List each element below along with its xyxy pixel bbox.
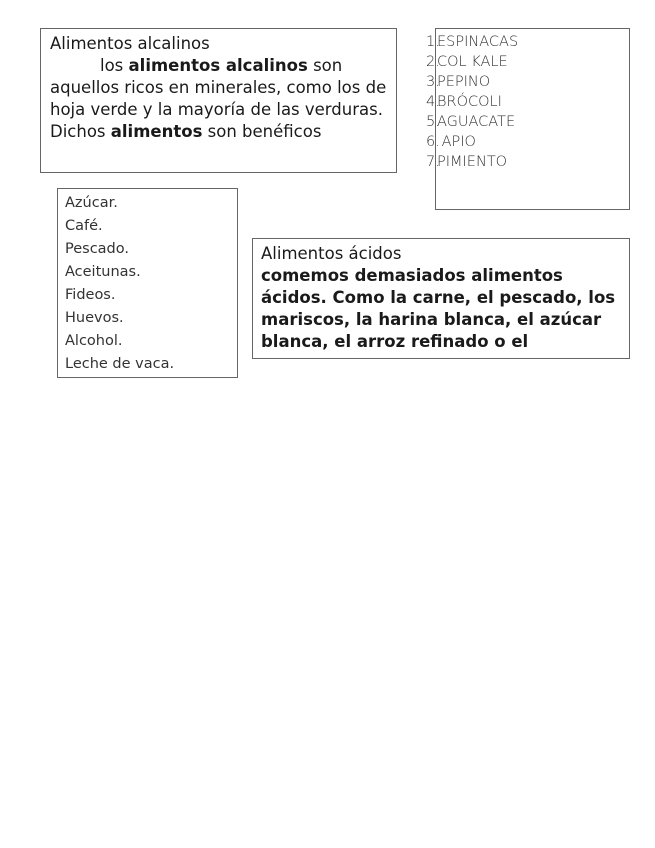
alkaline-list (426, 32, 629, 172)
alkaline-paragraph-2: Dichos alimentos son benéficos (50, 122, 322, 141)
list-item: 4. BRÓCOLI (426, 94, 502, 110)
list-item: Aceitunas. (65, 264, 141, 280)
acid-title: Alimentos ácidos (261, 244, 402, 263)
list-item: 3. PEPINO (426, 74, 491, 90)
alkaline-foods-list-box (426, 28, 630, 210)
list-item: 1. ESPINACAS (426, 34, 519, 50)
list-item: Pescado. (65, 241, 129, 257)
acid-list (65, 192, 237, 376)
list-item: Leche de vaca. (65, 356, 175, 372)
alkaline-title: Alimentos alcalinos (50, 34, 210, 53)
alkaline-paragraph: los alimentos alcalinos son aquellos ricos en minerales, como los de hoja verde y la mayoría de las verduras. (50, 56, 387, 119)
list-item: Café. (65, 218, 103, 234)
list-item: Alcohol. (65, 333, 123, 349)
list-item: 5. AGUACATE (426, 114, 516, 130)
list-item: Azúcar. (65, 195, 118, 211)
list-item: Huevos. (65, 310, 124, 326)
alkaline-foods-textbox (40, 28, 397, 173)
acid-foods-list-box (57, 188, 238, 378)
acid-foods-textbox (252, 238, 630, 359)
acid-paragraph: comemos demasiados alimentos ácidos. Como la carne, el pescado, los mariscos, la harina blanca, el azúcar blanca, el arroz refinado o el (261, 266, 616, 351)
list-item: Fideos. (65, 287, 116, 303)
list-item: 7. PIMIENTO (426, 154, 508, 170)
list-item: 6. APIO (426, 134, 476, 150)
list-item: 2. COL KALE (426, 54, 508, 70)
